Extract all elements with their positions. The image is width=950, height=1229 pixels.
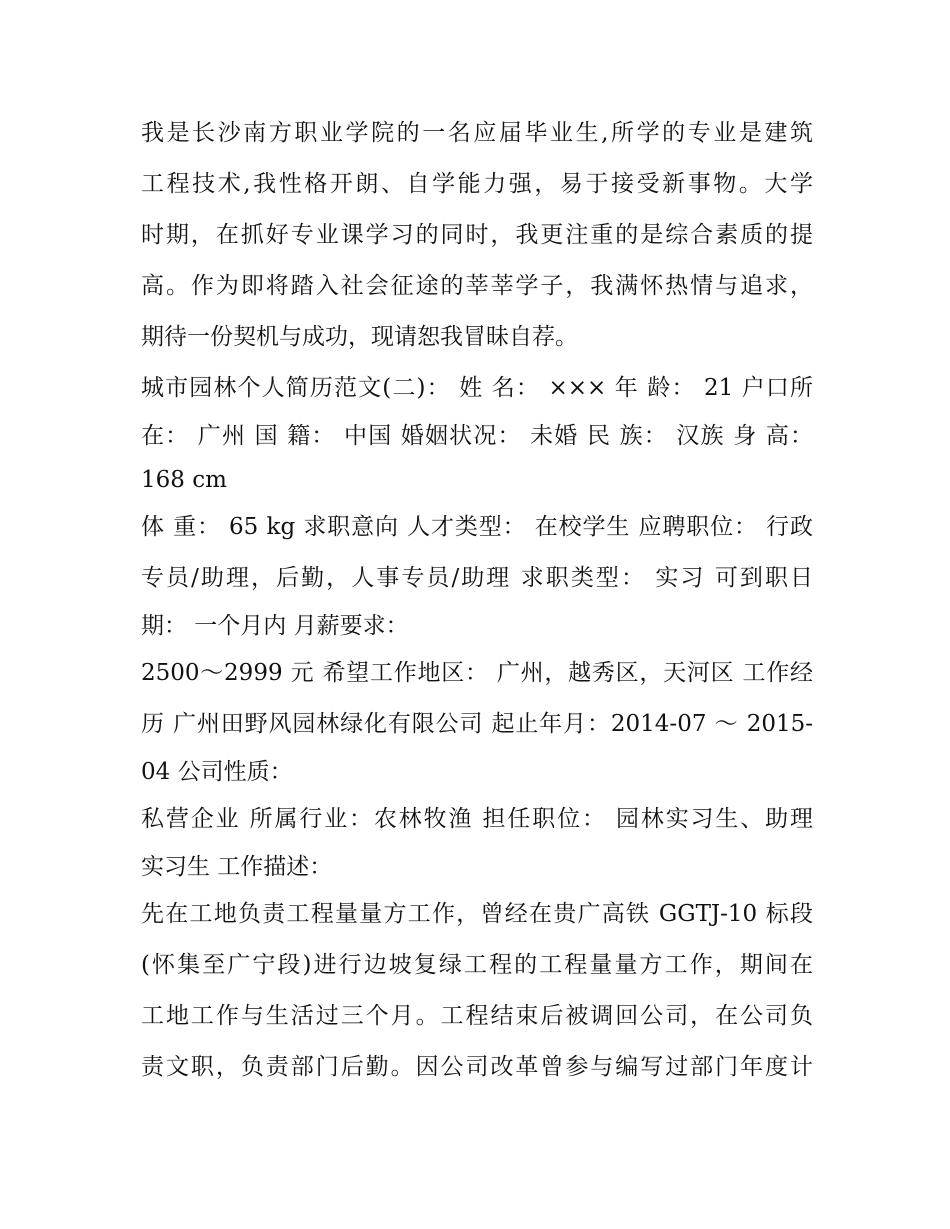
text-line: 实习生 工作描述： bbox=[141, 854, 333, 880]
text-line: 2500～2999 元 希望工作地区： 广州，越秀区，天河区 工作经 bbox=[141, 660, 813, 686]
paragraph-job-description bbox=[141, 889, 813, 1093]
paragraph-resume-basic-info bbox=[141, 363, 813, 502]
paragraph-salary-and-experience bbox=[141, 648, 813, 794]
text-line: 期： 一个月内 月薪要求： bbox=[141, 613, 409, 639]
text-line: 工地工作与生活过三个月。工程结束后被调回公司，在公司负 bbox=[141, 1003, 813, 1029]
text-line: 先在工地负责工程量量方工作，曾经在贵广高铁 GGTJ-10 标段 bbox=[141, 901, 813, 927]
document-page bbox=[141, 108, 813, 1093]
text-line: 私营企业 所属行业：农林牧渔 担任职位： 园林实习生、助理 bbox=[141, 806, 813, 832]
text-line: 04 公司性质： bbox=[141, 759, 293, 785]
text-line: 在： 广州 国 籍： 中国 婚姻状况： 未婚 民 族： 汉族 身 高： bbox=[141, 423, 813, 449]
text-line: 体 重： 65 kg 求职意向 人才类型： 在校学生 应聘职位： 行政 bbox=[141, 514, 813, 540]
paragraph-company-info bbox=[141, 794, 813, 889]
text-line: 我是长沙南方职业学院的一名应届毕业生,所学的专业是建筑 bbox=[141, 120, 813, 146]
text-line: 168 cm bbox=[141, 467, 227, 493]
text-line: 高。作为即将踏入社会征途的莘莘学子，我满怀热情与追求， bbox=[141, 273, 813, 299]
text-line: (怀集至广宁段)进行边坡复绿工程的工程量量方工作，期间在 bbox=[141, 952, 813, 978]
text-line: 专员/助理，后勤，人事专员/助理 求职类型： 实习 可到职日 bbox=[141, 565, 813, 591]
paragraph-self-introduction bbox=[141, 108, 813, 363]
text-line: 城市园林个人简历范文(二)： 姓 名： ××× 年 龄： 21 户口所 bbox=[141, 375, 813, 401]
text-line: 时期，在抓好专业课学习的同时，我更注重的是综合素质的提 bbox=[141, 222, 813, 248]
paragraph-job-intention bbox=[141, 502, 813, 648]
text-line: 期待一份契机与成功，现请恕我冒昧自荐。 bbox=[141, 324, 578, 350]
text-line: 工程技术,我性格开朗、自学能力强，易于接受新事物。大学 bbox=[141, 171, 813, 197]
text-line: 历 广州田野风园林绿化有限公司 起止年月：2014-07 ～ 2015- bbox=[141, 711, 813, 737]
text-line: 责文职，负责部门后勤。因公司改革曾参与编写过部门年度计 bbox=[141, 1054, 813, 1080]
